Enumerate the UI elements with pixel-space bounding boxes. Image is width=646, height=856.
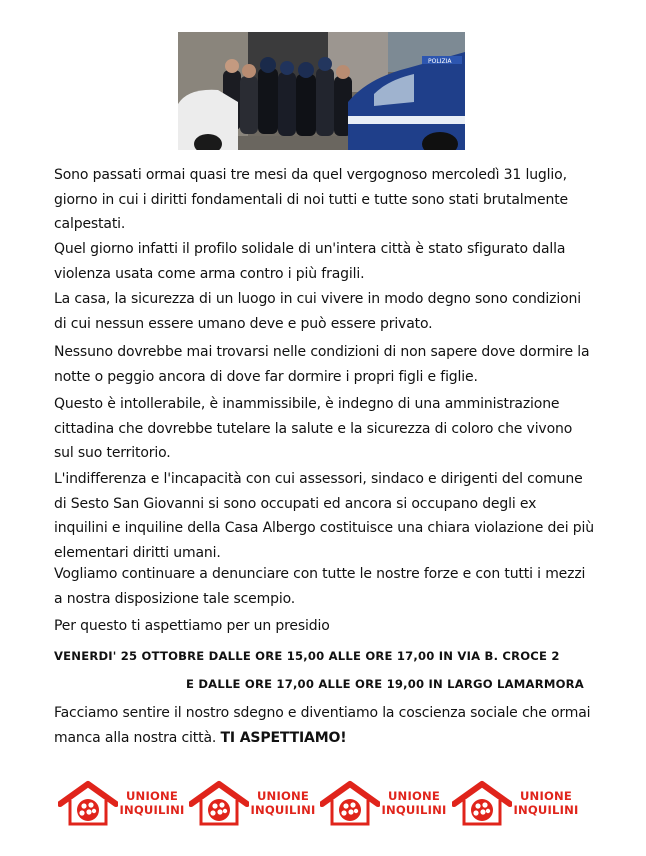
logo-line-2: INQUILINI bbox=[250, 803, 316, 817]
house-logo-icon bbox=[189, 780, 249, 828]
unione-inquilini-logo bbox=[320, 780, 448, 828]
logo-line-1: UNIONE bbox=[256, 789, 310, 803]
paragraph-6: L'indifferenza e l'incapacità con cui assessori, sindaco e dirigenti del comune di Sesto San Giovanni si sono occupati ed ancora si occupano degli ex inquilini e inquiline della Casa Albergo costituisce una chiara violazione dei più elementari diritti umani. bbox=[54, 471, 594, 561]
police-scene-photo bbox=[178, 32, 465, 150]
paragraph-3: La casa, la sicurezza di un luogo in cui vivere in modo degno sono condizioni di cui nessun essere umano deve e può essere privato. bbox=[54, 291, 581, 332]
paragraph-8: Per questo ti aspettiamo per un presidio bbox=[54, 618, 330, 634]
logo-line-2: INQUILINI bbox=[381, 803, 447, 817]
closing-paragraph bbox=[54, 701, 594, 750]
event-line-1: VENERDI' 25 OTTOBRE DALLE ORE 15,00 ALLE ORE 17,00 IN VIA B. CROCE 2 bbox=[54, 649, 560, 663]
logo-line-2: INQUILINI bbox=[513, 803, 579, 817]
header-photo bbox=[178, 32, 465, 150]
house-logo-icon bbox=[58, 780, 118, 828]
logo-line-1: UNIONE bbox=[125, 789, 179, 803]
paragraph-4: Nessuno dovrebbe mai trovarsi nelle condizioni di non sapere dove dormire la notte o peggio ancora di dove far dormire i propri figli e figlie. bbox=[54, 344, 590, 385]
logo-line-1: UNIONE bbox=[387, 789, 441, 803]
unione-inquilini-logo bbox=[58, 780, 186, 828]
house-logo-icon bbox=[320, 780, 380, 828]
paragraph-5: Questo è intollerabile, è inammissibile, è indegno di una amministrazione cittadina che dovrebbe tutelare la salute e la sicurezza di coloro che vivono sul suo territorio. bbox=[54, 396, 573, 461]
closing-text: Facciamo sentire il nostro sdegno e diventiamo la coscienza sociale che ormai manca alla nostra città. bbox=[54, 705, 591, 746]
paragraph-7: Vogliamo continuare a denunciare con tutte le nostre forze e con tutti i mezzi a nostra disposizione tale scempio. bbox=[54, 566, 586, 607]
logo-line-2: INQUILINI bbox=[119, 803, 185, 817]
closing-emphasis: TI ASPETTIAMO! bbox=[220, 729, 347, 746]
van-label: POLIZIA bbox=[428, 58, 452, 65]
paragraph-1: Sono passati ormai quasi tre mesi da quel vergognoso mercoledì 31 luglio, giorno in cui i diritti fondamentali di noi tutti e tutte sono stati brutalmente calpestati. bbox=[54, 167, 568, 232]
house-logo-icon bbox=[452, 780, 512, 828]
event-line-2: E DALLE ORE 17,00 ALLE ORE 19,00 IN LARGO LAMARMORA bbox=[186, 677, 584, 691]
unione-inquilini-logo bbox=[189, 780, 317, 828]
paragraph-2: Quel giorno infatti il profilo solidale di un'intera città è stato sfigurato dalla violenza usata come arma contro i più fragili. bbox=[54, 241, 566, 282]
unione-inquilini-logo bbox=[452, 780, 580, 828]
logo-line-1: UNIONE bbox=[519, 789, 573, 803]
